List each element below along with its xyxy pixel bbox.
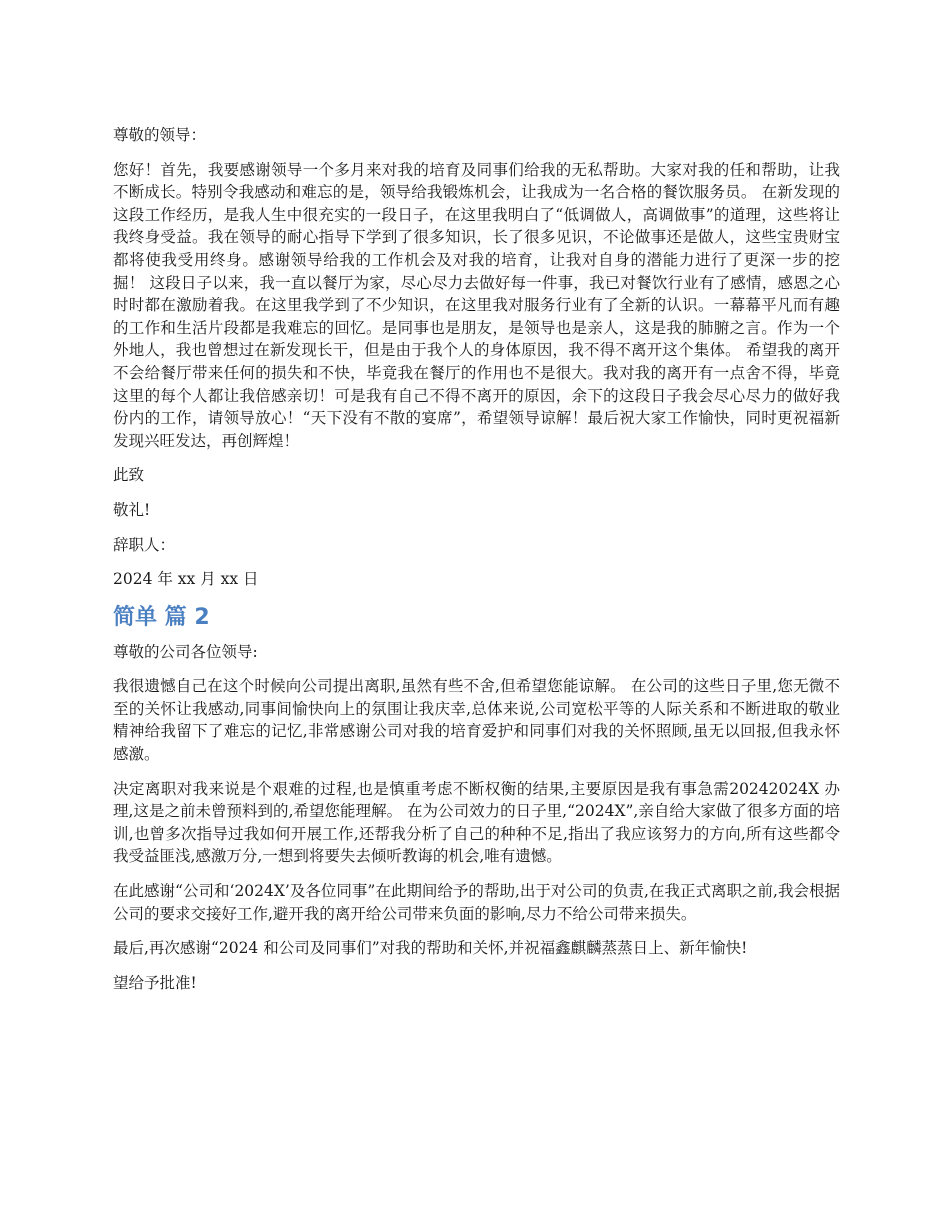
letter1-date: 2024 年 xx 月 xx 日: [113, 570, 259, 589]
letter1-signature: 辞职人：: [113, 535, 176, 554]
letter2-closing: 望给予批准!: [113, 973, 197, 992]
letter2-paragraph-2: 决定离职对我来说是个艰难的过程,也是慎重考虑不断权衡的结果,主要原因是我有事急需20242024X 办理,这是之前未曾预料到的,希望您能理解。 在为公司效力的日子里,“2024X”,亲自给大家做了很多方面的培训,也曾多次指导过我如何开展工作,还帮我分析了自己的种种不足,指出了我应该努力的方向,所有这些都令我受益匪浅,感激万分,一想到将要失去倾听教诲的机会,唯有遗憾。: [113, 779, 840, 866]
letter2-paragraph-3: 在此感谢“公司和‘2024X’及各位同事”在此期间给予的帮助,出于对公司的负责,在我正式离职之前,我会根据公司的要求交接好工作,避开我的离开给公司带来负面的影响,尽力不给公司带来损失。: [113, 882, 840, 923]
document-page: [113, 124, 840, 1006]
letter1-closing-1: 此致: [113, 466, 145, 485]
letter1-body: 您好！首先，我要感谢领导一个多月来对我的培育及同事们给我的无私帮助。大家对我的任和帮助，让我不断成长。特别令我感动和难忘的是，领导给我锻炼机会，让我成为一名合格的餐饮服务员。 在新发现的这段工作经历，是我人生中很充实的一段日子，在这里我明白了“低调做人，高调做事”的道理，这些将让我终身受益。我在领导的耐心指导下学到了很多知识，长了很多见识，不论做事还是做人，这些宝贵财宝都将使我受用终身。感谢领导给我的工作机会及对我的培育，让我对自身的潜能力进行了更深一步的挖掘！ 这段日子以来，我一直以餐厅为家，尽心尽力去做好每一件事，我已对餐饮行业有了感情，感恩之心时时都在激励着我。在这里我学到了不少知识，在这里我对服务行业有了全新的认识。一幕幕平凡而有趣的工作和生活片段都是我难忘的回忆。是同事也是朋友，是领导也是亲人，这是我的肺腑之言。作为一个外地人，我也曾想过在新发现长干，但是由于我个人的身体原因，我不得不离开这个集体。 希望我的离开不会给餐厅带来任何的损失和不快，毕竟我在餐厅的作用也不是很大。我对我的离开有一点舍不得，毕竟这里的每个人都让我倍感亲切！可是我有自己不得不离开的原因，余下的这段日子我会尽心尽力的做好我份内的工作，请领导放心！“天下没有不散的宴席”，希望领导谅解！最后祝大家工作愉快，同时更祝福新发现兴旺发达，再创辉煌！: [113, 160, 840, 450]
letter1-closing-2: 敬礼!: [113, 500, 151, 519]
letter2-paragraph-1: 我很遗憾自己在这个时候向公司提出离职,虽然有些不舍,但希望您能谅解。 在公司的这些日子里,您无微不至的关怀让我感动,同事间愉快向上的氛围让我庆幸,总体来说,公司宽松平等的人际关系和不断进取的敬业精神给我留下了难忘的记忆,非常感谢公司对我的培育爱护和同事们对我的关怀照顾,虽无以回报,但我永怀感激。: [113, 677, 840, 764]
section-heading: 简单 篇 2: [113, 604, 210, 630]
letter2-paragraph-4: 最后,再次感谢“2024 和公司及同事们”对我的帮助和关怀,并祝福鑫麒麟蒸蒸日上、新年愉快!: [113, 939, 748, 958]
letter2-salutation: 尊敬的公司各位领导:: [113, 642, 258, 661]
letter1-salutation: 尊敬的领导：: [113, 126, 207, 144]
